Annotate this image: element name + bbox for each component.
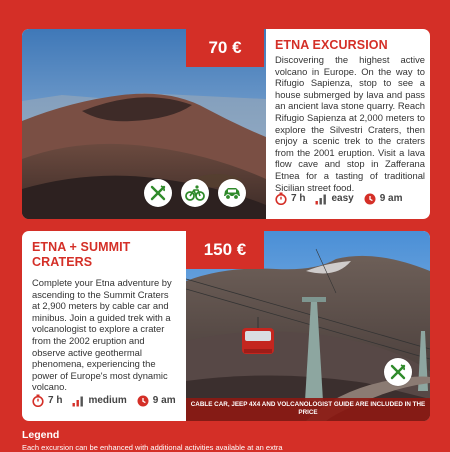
excursion-title: ETNA + SUMMIT CRATERS bbox=[32, 240, 131, 269]
stopwatch-icon bbox=[32, 394, 44, 407]
difficulty-bars-icon bbox=[72, 395, 84, 407]
included-note: CABLE CAR, JEEP 4X4 AND VOLCANOLOGIST GUIDE ARE INCLUDED IN THE PRICE bbox=[186, 398, 430, 421]
difficulty-stat bbox=[315, 193, 353, 205]
difficulty-value: medium bbox=[88, 395, 127, 406]
excursion-card-etna[interactable] bbox=[22, 29, 430, 219]
excursion-description: Complete your Etna adventure by ascending to the Summit Craters at 2,900 meters by cable car and minibus. Join a guided trek with a volcanologist to explore a crater from the 2002 eruption and observe active geothermal phenomena, experiencing the power of Europe's most dynamic volcano. bbox=[32, 277, 172, 393]
clock-icon bbox=[137, 395, 149, 407]
food-icon bbox=[144, 179, 172, 207]
excursion-description: Discovering the highest active volcano in Europe. On the way to Rifugio Sapienza, stop to see a house submerged by lava and pass an ancient lava stone quarry. Reach Rifugio Sapienza at 2,000 meters to explore the Silvestri Craters, then enjoy a scenic trek to the craters from the 2001 eruption. Visit a lava flow cave and stop in Zafferana Etnea for a tasting of traditional Sicilian street food. bbox=[275, 54, 425, 193]
legend-title: Legend bbox=[22, 429, 60, 441]
start-time-value: 9 am bbox=[379, 193, 403, 204]
duration-stat bbox=[32, 394, 62, 407]
duration-value: 7 h bbox=[48, 395, 63, 406]
difficulty-stat bbox=[72, 395, 126, 407]
start-time-stat bbox=[137, 395, 176, 407]
food-icon bbox=[384, 358, 412, 386]
difficulty-bars-icon bbox=[315, 193, 327, 205]
clock-icon bbox=[364, 193, 376, 205]
jeep-icon bbox=[218, 179, 246, 207]
duration-value: 7 h bbox=[291, 193, 306, 204]
excursion-title: ETNA EXCURSION bbox=[275, 38, 388, 52]
legend-text: Each excursion can be enhanced with additional activities available at an extra bbox=[22, 443, 283, 452]
duration-stat bbox=[275, 192, 305, 205]
start-time-value: 9 am bbox=[152, 395, 176, 406]
price-badge: 70 € bbox=[186, 29, 264, 67]
excursion-stats bbox=[275, 192, 403, 205]
price-badge: 150 € bbox=[186, 231, 264, 269]
start-time-stat bbox=[364, 193, 403, 205]
stopwatch-icon bbox=[275, 192, 287, 205]
excursion-stats bbox=[32, 394, 176, 407]
excursion-card-summit[interactable] bbox=[22, 231, 430, 421]
bike-icon bbox=[181, 179, 209, 207]
difficulty-value: easy bbox=[331, 193, 354, 204]
activity-icons bbox=[144, 179, 246, 207]
activity-icons bbox=[384, 358, 412, 386]
